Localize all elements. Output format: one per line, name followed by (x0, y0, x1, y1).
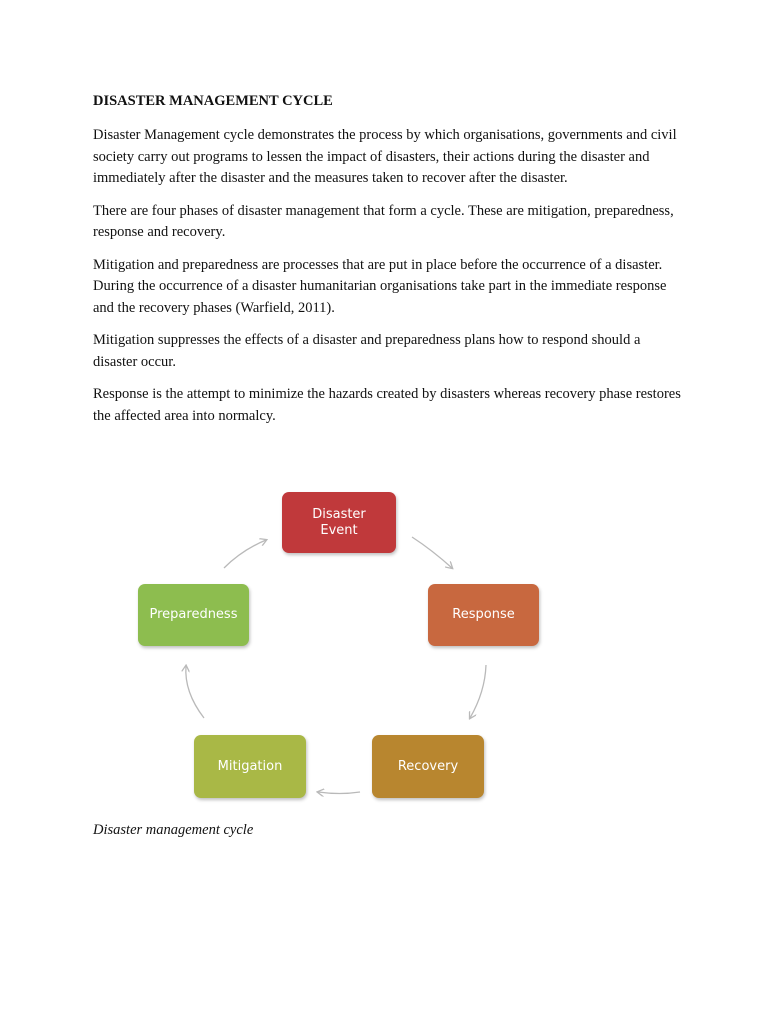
document-title: DISASTER MANAGEMENT CYCLE (93, 93, 333, 109)
node-mitigation (194, 735, 306, 798)
arrow-event-to-response (412, 537, 452, 568)
document-body (93, 90, 683, 438)
paragraph-intro: Disaster Management cycle demonstrates the process by which organisations, governments and civil society carry out programs to lessen the impact of disasters, their actions during the disaster and immediately after the disaster and the measures taken to recover after the disaster. (93, 127, 677, 186)
arrow-response-to-recovery (470, 665, 486, 718)
paragraph-mitigation: Mitigation suppresses the effects of a disaster and preparedness plans how to respond should a disaster occur. (93, 332, 641, 370)
paragraph-before-after: Mitigation and preparedness are processes that are put in place before the occurrence of a disaster. During the occurrence of a disaster humanitarian organisations take part in the immediate response and the recovery phases (Warfield, 2011). (93, 256, 667, 316)
paragraph-response: Response is the attempt to minimize the hazards created by disasters whereas recovery phase restores the affected area into normalcy. (93, 386, 681, 424)
node-preparedness-label: Preparedness (149, 607, 238, 622)
paragraph-phases: There are four phases of disaster management that form a cycle. These are mitigation, preparedness, response and recovery. (93, 202, 674, 240)
node-mitigation-label: Mitigation (217, 758, 283, 774)
node-recovery-label: Recovery (397, 758, 459, 774)
node-response (428, 584, 539, 646)
node-disaster-event (282, 492, 396, 553)
arrow-recovery-to-mitigation (318, 792, 360, 794)
figure-caption: Disaster management cycle (93, 822, 254, 838)
arrow-preparedness-to-event (224, 540, 266, 568)
disaster-cycle-diagram (120, 470, 540, 810)
node-disaster-event-line1: Disaster (312, 506, 366, 522)
node-disaster-event-line2: Event (320, 522, 358, 538)
arrow-mitigation-to-preparedness (186, 666, 204, 718)
node-response-label: Response (452, 607, 515, 622)
node-preparedness (138, 584, 249, 646)
node-recovery (372, 735, 484, 798)
